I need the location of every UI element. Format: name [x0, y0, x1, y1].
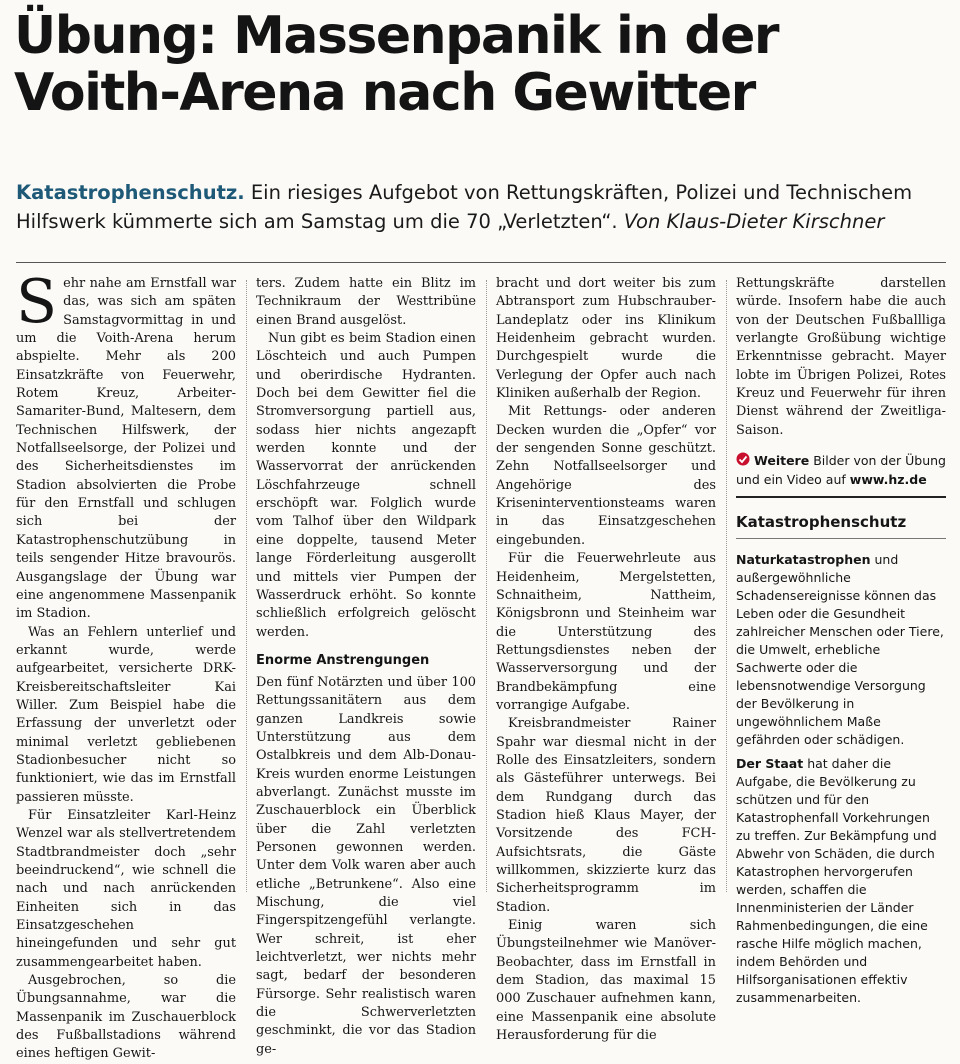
infobox-top-rule [736, 496, 946, 498]
subhead: Enorme Anstrengungen [256, 652, 430, 668]
article-paragraph-4-end: ters. Zudem hatte ein Blitz im Technikraum der Westtribüne einen Brand ausgelöst. [256, 276, 476, 328]
weitere-url[interactable]: www.hz.de [849, 472, 927, 488]
weitere-hint [736, 452, 946, 489]
infobox-paragraph-2: Der Staat hat daher die Aufgabe, die Bevölkerung zu schützen und für den Katastrophenfall Vorkehrungen zu treffen. Zur Bekämpfung und Abwehr von Schäden, die durch Katastrophen hervorgerufen werden, schaffen die Innenministerien der Länder Rahmenbedingungen, die eine rasche Hilfe möglich machen, indem Behörden und Hilfsorganisationen effektiv zusammenarbeiten. [736, 756, 937, 1005]
weitere-text: Bilder von der Übung und ein Video auf [736, 453, 946, 488]
article-paragraph-1: Sehr nahe am Ernstfall war das, was sich am späten Samstagvormittag in und um die Voith-Arena herum abspielte. Mehr als 200 Einsatzkräfte von Feuerwehr, Rotem Kreuz, Arbeiter-Samariter-Bund, Maltesern, dem Technischen Hilfswerk, der Notfallseelsorge, der Polizei und des Sicherheitsdienstes im Stadion absolvierten die Probe für den Ernstfall und schlugen sich bei der Katastrophenschutzübung in teils sengender Hitze bravourös. Ausgangslage der Übung war eine angenommene Massenpanik im Stadion. [16, 267, 236, 622]
article-paragraph-9: Kreisbrandmeister Rainer Spahr war diesmal nicht in der Rolle des Einsatzleiters, sondern als Gästeführer unterwegs. Bei dem Rundgang durch das Stadion hieß Klaus Mayer, der Vorsitzende des FCH-Aufsichtsrats, die Gäste willkommen, skizzierte kurz das Sicherheitsprogramm im Stadion. [496, 716, 716, 915]
weitere-label: Weitere [754, 453, 810, 469]
article-paragraph-4-start: Ausgebrochen, so die Übungsannahme, war die Massenpanik im Zuschauerblock des Fußballstadions während eines heftigen Gewit- [16, 973, 236, 1062]
web-link-icon [736, 452, 750, 471]
headline: Übung: Massenpanik in der Voith-Arena nach Gewitter [14, 6, 779, 123]
column-rule-3 [726, 280, 727, 892]
infobox-title-rule [736, 538, 946, 539]
column-rule-2 [486, 280, 487, 892]
deck [16, 178, 946, 236]
article-paragraph-10-end: Rettungskräfte darstellen würde. Insofern habe die auch von der Deutschen Fußballliga verlangte Großübung wichtige Erkenntnisse gebracht. Mayer lobte im Übrigen Polizei, Rotes Kreuz und Feuerwehr für ihren Dienst während der Zweitliga-Saison. [736, 276, 946, 438]
infobox-paragraph-1: Naturkatastrophen und außergewöhnliche Schadensereignisse können das Leben oder die Gesundheit zahlreicher Menschen oder Tiere, die Umwelt, erhebliche Sachwerte oder die lebensnotwendige Versorgung der Bevölkerung in ungewöhnlichem Maße gefährden oder schädigen. [736, 552, 944, 747]
article-paragraph-10-start: Einig waren sich Übungsteilnehmer wie Manöver-Beobachter, dass im Ernstfall in dem Stadion, das maximal 15 000 Zuschauer aufnehmen kann, eine Massenpanik eine absolute Herausforderung für die [496, 918, 716, 1044]
byline: Von Klaus-Dieter Kirschner [623, 210, 885, 233]
article-column-4 [736, 275, 946, 489]
column-rule-1 [246, 280, 247, 892]
article-column-3 [496, 275, 716, 1045]
article-paragraph-8: Für die Feuerwehrleute aus Heidenheim, Mergelstetten, Schnaitheim, Nattheim, Königsbronn und Steinheim war die Unterstützung des Rettungsdienstes neben der Wasserversorgung und der Brandbekämpfung eine vorrangige Aufgabe. [496, 551, 716, 713]
dropcap: S [16, 267, 58, 337]
article-paragraph-5: Nun gibt es beim Stadion einen Löschteich und auch Pumpen und oberirdische Hydranten. Doch bei dem Gewitter fiel die Stromversorgung partiell aus, sodass hier nichts angezapft werden konnte und der Wasservorrat der anrückenden Löschfahrzeuge schnell erschöpft war. Folglich wurde vom Talhof über den Wildpark eine doppelte, tausend Meter lange Förderleitung ausgerollt und mittels vier Pumpen der Wasserdruck erhöht. So konnte schließlich erfolgreich gelöscht werden. [256, 331, 476, 640]
infobox-title: Katastrophenschutz [736, 513, 907, 531]
article-column-2 [256, 275, 476, 1059]
article-paragraph-6-start: Den fünf Notärzten und über 100 Rettungssanitätern aus dem ganzen Landkreis sowie Unterstützung aus dem Ostalbkreis und dem Alb-Donau-Kreis wurden enorme Leistungen abverlangt. Zunächst musste im Zuschauerblock ein Überblick über die Zahl verletzten Personen gewonnen werden. Unter dem Volk waren aber auch etliche „Betrunkene“. Also eine Mischung, die viel Fingerspitzengefühl verlangte. Wer schreit, ist eher leichtverletzt, wer nichts mehr sagt, bedarf der besonderen Fürsorge. Sehr realistisch waren die Schwerverletzten geschminkt, die vor das Stadion ge- [256, 674, 476, 1057]
article-paragraph-2: Was an Fehlern unterlief und erkannt wurde, werde aufgearbeitet, versicherte DRK-Kreisbereitschaftsleiter Kai Willer. Zum Beispiel habe die Erfassung der unverletzt oder minimal verletzt gebliebenen Stadionbesucher nicht so funktioniert, wie das im Ernstfall passieren müsste. [16, 624, 236, 805]
article-paragraph-6-end: bracht und dort weiter bis zum Abtransport zum Hubschrauber-Landeplatz oder ins Klinikum Heidenheim gebracht wurden. Durchgespielt wurde die Verlegung der Opfer auch nach Kliniken außerhalb der Region. [496, 276, 716, 402]
infobox [736, 504, 946, 1013]
kicker: Katastrophenschutz. [16, 181, 245, 204]
deck-text: Ein riesiges Aufgebot von Rettungskräften, Polizei und Technischem Hilfswerk kümmerte sich am Samstag um die 70 „Verletzten“. [16, 181, 913, 233]
article-column-1 [16, 267, 236, 1064]
deck-divider [16, 262, 946, 263]
article-paragraph-3: Für Einsatzleiter Karl-Heinz Wenzel war als stellvertretendem Stadtbrandmeister doch „sehr beeindruckend“, wie schnell die nach und nach anrückenden Einheiten sich in das Einsatzgeschehen hineingefunden und sehr gut zusammengearbeitet haben. [16, 807, 236, 970]
article-paragraph-7: Mit Rettungs- oder anderen Decken wurden die „Opfer“ vor der sengenden Sonne geschützt. Zehn Notfallseelsorger und Angehörige des Kriseninterventionsteams waren in das Einsatzgeschehen eingebunden. [496, 404, 716, 548]
